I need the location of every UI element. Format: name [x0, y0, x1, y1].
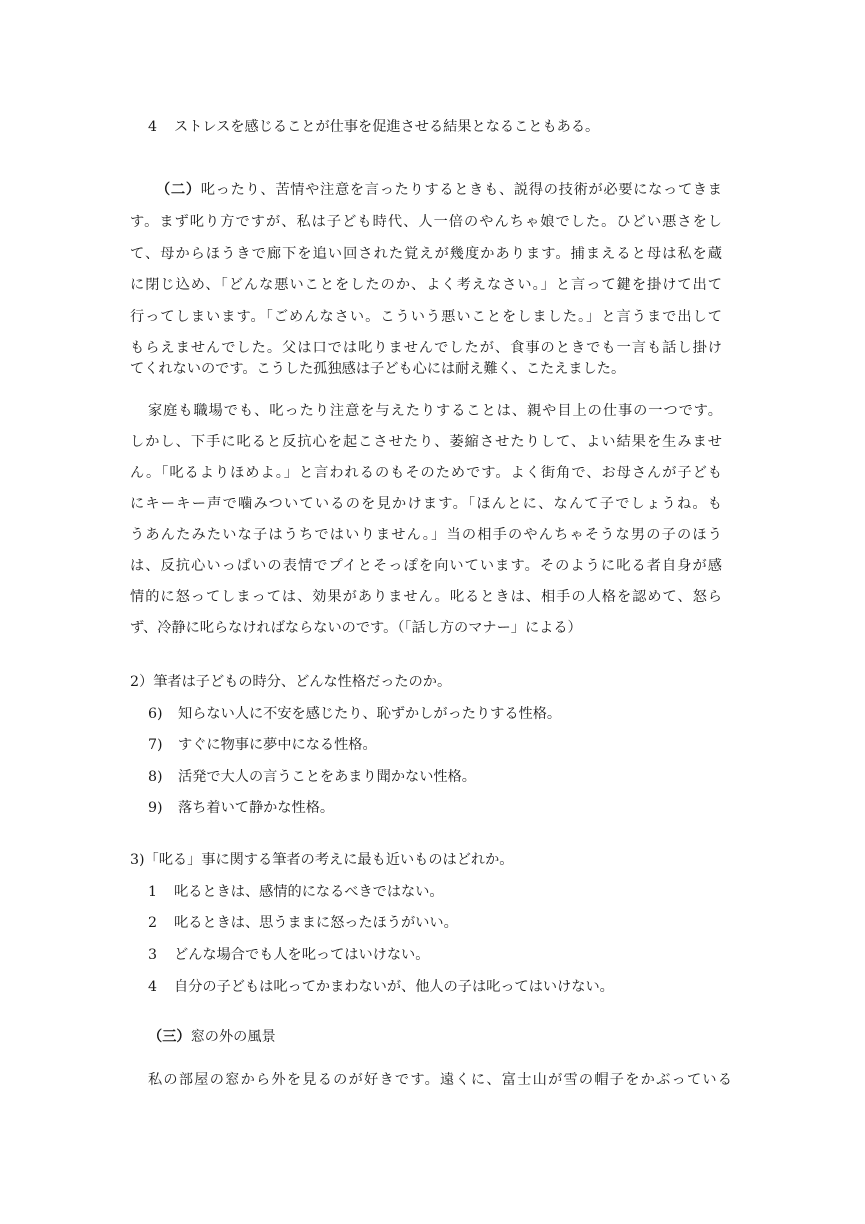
option-number: 3: [148, 947, 158, 963]
option-text: ストレスを感じることが仕事を促進させる結果となることもある。: [174, 119, 600, 135]
paragraph-line: うあんたみたいな子はうちではいりません。」当の相手のやんちゃそうな男の子のほう: [130, 527, 722, 543]
option-number: 9): [148, 800, 163, 816]
paragraph-line: す。まず叱り方ですが、私は子ども時代、人一倍のやんちゃ娘でした。ひどい悪さをし: [130, 214, 722, 230]
option-item: [148, 704, 561, 724]
paragraph-line: [156, 180, 722, 200]
section-title: 窓の外の風景: [190, 1029, 276, 1045]
section-marker: （三）: [148, 1029, 191, 1045]
option-text: 叱るときは、思うままに怒ったほうがいい。: [174, 915, 458, 931]
question-stem: 2）筆者は子どもの時分、どんな性格だったのか。: [130, 674, 452, 690]
option-text: すぐに物事に夢中になる性格。: [178, 737, 377, 753]
paragraph-line: て、母からほうきで廊下を追い回された覚えが幾度かあります。捕まえると母は私を蔵: [130, 246, 722, 262]
option-number: 4: [148, 119, 158, 135]
option-item: [148, 117, 599, 137]
option-text: どんな場合でも人を叱ってはいけない。: [174, 947, 430, 963]
paragraph-line: しかし、下手に叱ると反抗心を起こさせたり、萎縮させたりして、よい結果を生みませ: [130, 434, 722, 450]
line-text: 叱ったり、苦情や注意を言ったりするときも、説得の技術が必要になってきま: [200, 182, 722, 198]
option-text: 知らない人に不安を感じたり、恥ずかしがったりする性格。: [178, 706, 562, 722]
section-marker: （二）: [156, 182, 201, 198]
option-text: 叱るときは、感情的になるべきではない。: [174, 884, 444, 900]
paragraph-line: は、反抗心いっぱいの表情でプイとそっぽを向いています。そのように叱る者自身が感: [130, 558, 722, 574]
option-item: [148, 945, 429, 965]
option-text: 活発で大人の言うことをあまり聞かない性格。: [178, 769, 476, 785]
option-number: 7): [148, 737, 163, 753]
paragraph-line: 行ってしまいます。「ごめんなさい。こういう悪いことをしました。」と言うまで出して: [130, 309, 722, 325]
option-number: 1: [148, 884, 158, 900]
option-number: 6): [148, 706, 163, 722]
paragraph-line: てくれないのです。こうした孤独感は子ども心には耐え難く、こたえました。: [130, 361, 626, 377]
paragraph-line: にキーキー声で噛みついているのを見かけます。「ほんとに、なんて子でしょうね。も: [130, 496, 722, 512]
option-text: 自分の子どもは叱ってかまわないが、他人の子は叱ってはいけない。: [174, 979, 614, 995]
option-number: 8): [148, 769, 163, 785]
paragraph-line: 情的に怒ってしまっては、効果がありません。叱るときは、相手の人格を認めて、怒ら: [130, 589, 722, 605]
paragraph-line: に閉じ込め、「どんな悪いことをしたのか、よく考えなさい。」と言って鍵を掛けて出て: [130, 277, 722, 293]
paragraph-line: 私の部屋の窓から外を見るのが好きです。遠くに、富士山が雪の帽子をかぶっている: [148, 1072, 732, 1088]
option-item: [148, 735, 377, 755]
question-stem: 3)「叱る」事に関する筆者の考えに最も近いものはどれか。: [130, 852, 514, 868]
paragraph-line: ず、冷静に叱らなければならないのです。（「話し方のマナー」による）: [130, 620, 582, 636]
paragraph-line: 家庭も職場でも、叱ったり注意を与えたりすることは、親や目上の仕事の一つです。: [148, 403, 722, 419]
paragraph-line: もらえませんでした。父は口では叱りませんでしたが、食事のときでも一言も話し掛け: [130, 340, 722, 356]
paragraph-line: ん。「叱るよりほめよ。」と言われるのもそのためです。よく街角で、お母さんが子ども: [130, 465, 722, 481]
option-item: [148, 798, 334, 818]
option-number: 4: [148, 979, 158, 995]
option-item: [148, 882, 444, 902]
option-item: [148, 767, 476, 787]
option-number: 2: [148, 915, 158, 931]
section-heading: [148, 1027, 276, 1047]
option-item: [148, 977, 614, 997]
option-item: [148, 913, 458, 933]
option-text: 落ち着いて静かな性格。: [178, 800, 335, 816]
